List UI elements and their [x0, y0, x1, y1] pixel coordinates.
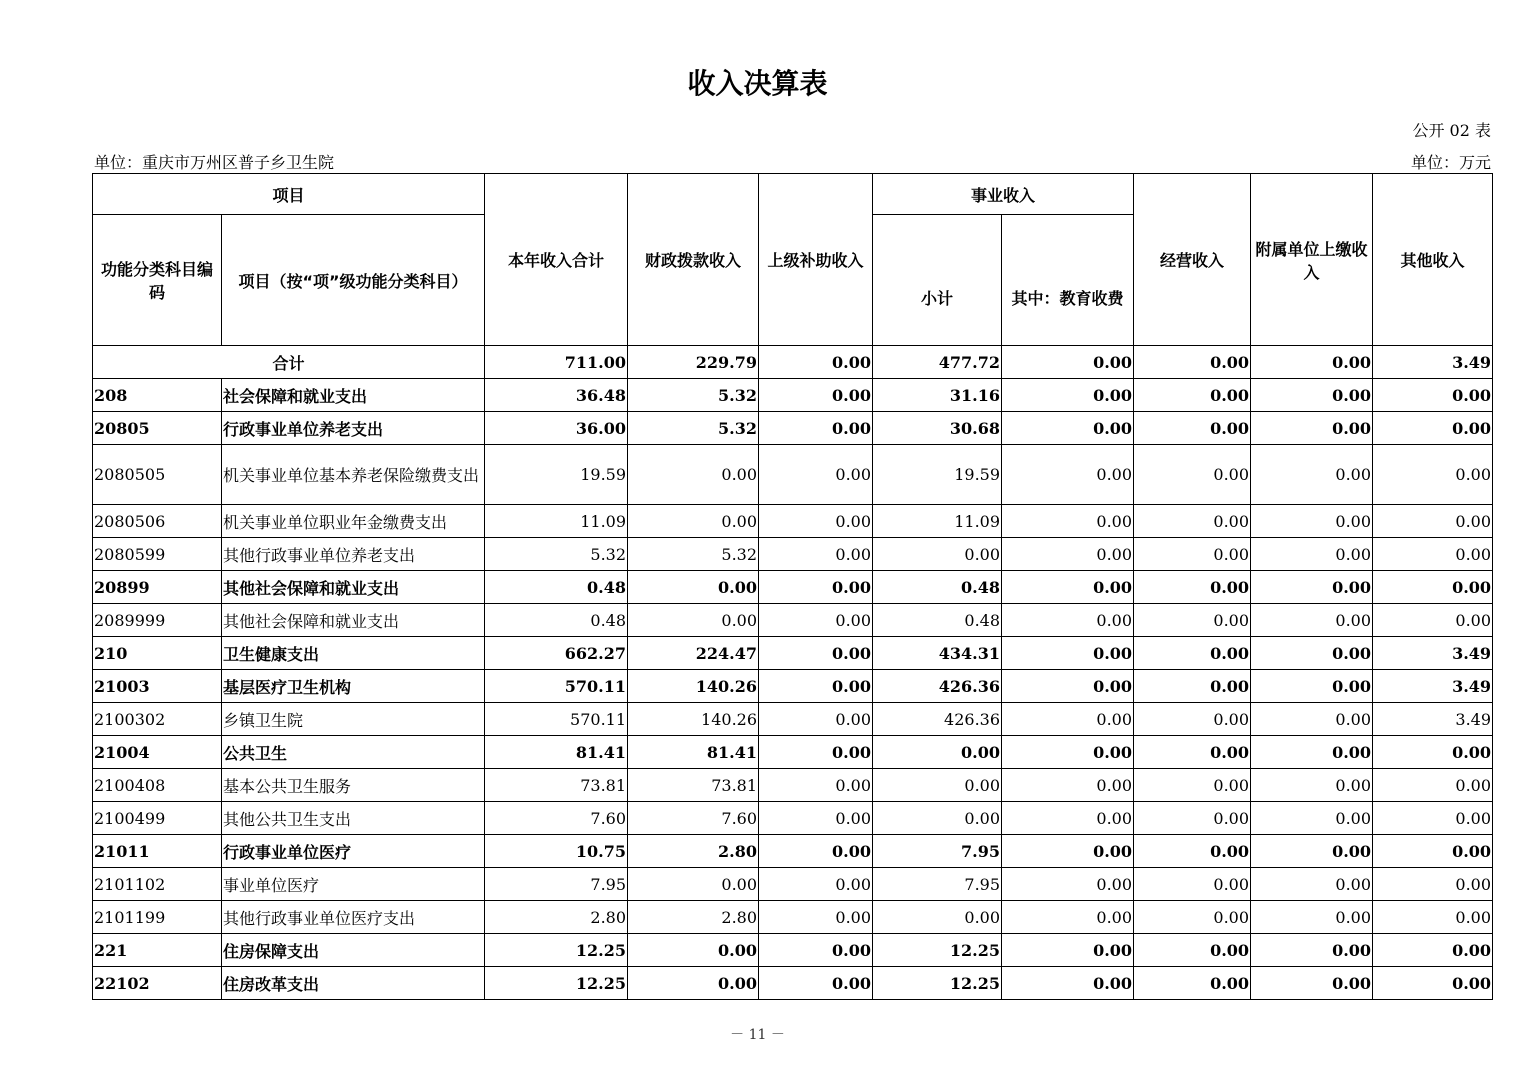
cell-value: 0.00	[1134, 934, 1251, 967]
cell-value: 0.00	[759, 736, 873, 769]
cell-value: 0.00	[1373, 736, 1493, 769]
table-row	[93, 703, 1493, 736]
cell-value: 0.00	[1373, 412, 1493, 445]
cell-name: 行政事业单位医疗	[222, 835, 485, 868]
cell-value: 12.25	[485, 934, 628, 967]
cell-value: 73.81	[485, 769, 628, 802]
cell-code: 20805	[93, 412, 222, 445]
cell-code: 2100302	[93, 703, 222, 736]
cell-value: 5.32	[628, 538, 759, 571]
cell-value: 229.79	[628, 346, 759, 379]
cell-value: 0.00	[1373, 835, 1493, 868]
cell-name: 其他行政事业单位医疗支出	[222, 901, 485, 934]
cell-value: 0.00	[1251, 703, 1373, 736]
cell-value: 0.00	[1002, 412, 1134, 445]
cell-value: 477.72	[873, 346, 1002, 379]
cell-value: 0.00	[628, 505, 759, 538]
cell-value: 11.09	[485, 505, 628, 538]
cell-value: 3.49	[1373, 670, 1493, 703]
cell-value: 140.26	[628, 703, 759, 736]
cell-value: 0.00	[1373, 901, 1493, 934]
cell-value: 2.80	[628, 835, 759, 868]
cell-value: 2.80	[485, 901, 628, 934]
cell-value: 0.00	[759, 604, 873, 637]
cell-name: 公共卫生	[222, 736, 485, 769]
header-fiscal-appropriation: 财政拨款收入	[628, 174, 759, 346]
cell-value: 0.00	[628, 571, 759, 604]
cell-value: 12.25	[485, 967, 628, 1000]
table-row	[93, 670, 1493, 703]
cell-value: 0.00	[759, 802, 873, 835]
cell-code: 21011	[93, 835, 222, 868]
cell-value: 711.00	[485, 346, 628, 379]
cell-value: 0.00	[1002, 505, 1134, 538]
cell-value: 0.00	[1002, 538, 1134, 571]
cell-value: 0.00	[1251, 967, 1373, 1000]
cell-value: 0.00	[1134, 670, 1251, 703]
cell-value: 0.00	[1002, 934, 1134, 967]
cell-name: 住房保障支出	[222, 934, 485, 967]
cell-value: 0.00	[1134, 703, 1251, 736]
cell-value: 0.00	[759, 445, 873, 505]
cell-value: 0.00	[1373, 934, 1493, 967]
cell-value: 0.00	[1002, 637, 1134, 670]
cell-value: 0.00	[1002, 703, 1134, 736]
cell-value: 0.00	[1251, 835, 1373, 868]
cell-value: 662.27	[485, 637, 628, 670]
cell-value: 0.00	[1251, 802, 1373, 835]
header-affiliated-income: 附属单位上缴收入	[1251, 174, 1373, 346]
cell-value: 0.00	[1134, 346, 1251, 379]
cell-name: 基层医疗卫生机构	[222, 670, 485, 703]
cell-value: 0.00	[1134, 571, 1251, 604]
table-row	[93, 505, 1493, 538]
cell-value: 0.00	[873, 736, 1002, 769]
table-row	[93, 967, 1493, 1000]
cell-value: 19.59	[873, 445, 1002, 505]
cell-value: 7.95	[485, 868, 628, 901]
cell-value: 0.00	[1373, 379, 1493, 412]
table-row	[93, 901, 1493, 934]
cell-value: 36.00	[485, 412, 628, 445]
cell-code: 221	[93, 934, 222, 967]
table-row	[93, 934, 1493, 967]
cell-value: 0.00	[1251, 604, 1373, 637]
table-row	[93, 736, 1493, 769]
cell-name: 住房改革支出	[222, 967, 485, 1000]
cell-value: 0.00	[1373, 967, 1493, 1000]
table-row	[93, 769, 1493, 802]
cell-value: 0.00	[873, 802, 1002, 835]
cell-value: 0.00	[1134, 505, 1251, 538]
cell-value: 426.36	[873, 703, 1002, 736]
cell-name: 其他社会保障和就业支出	[222, 571, 485, 604]
cell-code: 21003	[93, 670, 222, 703]
cell-value: 30.68	[873, 412, 1002, 445]
cell-value: 0.00	[1134, 802, 1251, 835]
cell-value: 0.00	[1373, 604, 1493, 637]
table-row	[93, 412, 1493, 445]
cell-value: 0.00	[1134, 538, 1251, 571]
cell-value: 11.09	[873, 505, 1002, 538]
cell-name: 机关事业单位基本养老保险缴费支出	[222, 445, 485, 505]
cell-code: 208	[93, 379, 222, 412]
cell-value: 12.25	[873, 934, 1002, 967]
cell-code: 2100499	[93, 802, 222, 835]
cell-code: 2080505	[93, 445, 222, 505]
cell-value: 434.31	[873, 637, 1002, 670]
cell-value: 7.95	[873, 835, 1002, 868]
cell-value: 0.00	[759, 967, 873, 1000]
table-row	[93, 445, 1493, 505]
header-business-income: 事业收入	[873, 174, 1134, 215]
cell-value: 0.00	[759, 571, 873, 604]
cell-value: 0.00	[1251, 571, 1373, 604]
cell-value: 0.00	[1251, 412, 1373, 445]
cell-value: 0.00	[759, 868, 873, 901]
table-row	[93, 379, 1493, 412]
cell-value: 0.00	[1134, 967, 1251, 1000]
cell-value: 426.36	[873, 670, 1002, 703]
cell-value: 224.47	[628, 637, 759, 670]
cell-value: 0.00	[759, 670, 873, 703]
header-code: 功能分类科目编码	[93, 215, 222, 346]
cell-name: 基本公共卫生服务	[222, 769, 485, 802]
cell-value: 0.00	[1134, 412, 1251, 445]
cell-value: 0.00	[759, 901, 873, 934]
cell-value: 0.00	[759, 538, 873, 571]
cell-value: 31.16	[873, 379, 1002, 412]
cell-code: 2089999	[93, 604, 222, 637]
cell-value: 0.00	[1251, 868, 1373, 901]
cell-value: 0.00	[1002, 835, 1134, 868]
table-row	[93, 604, 1493, 637]
cell-value: 0.00	[628, 445, 759, 505]
cell-value: 0.00	[759, 934, 873, 967]
cell-value: 0.48	[873, 604, 1002, 637]
cell-value: 0.00	[1134, 835, 1251, 868]
cell-value: 0.00	[1251, 379, 1373, 412]
cell-value: 2.80	[628, 901, 759, 934]
cell-value: 0.00	[1134, 379, 1251, 412]
header-other-income: 其他收入	[1373, 174, 1493, 346]
header-total-income: 本年收入合计	[485, 174, 628, 346]
cell-value: 0.00	[1373, 505, 1493, 538]
header-item-group: 项目	[93, 174, 485, 215]
cell-value: 0.00	[759, 379, 873, 412]
cell-value: 0.00	[1002, 901, 1134, 934]
cell-value: 19.59	[485, 445, 628, 505]
cell-name: 其他社会保障和就业支出	[222, 604, 485, 637]
cell-value: 0.00	[1251, 934, 1373, 967]
cell-value: 0.48	[485, 571, 628, 604]
cell-value: 0.00	[873, 769, 1002, 802]
header-superior-subsidy: 上级补助收入	[759, 174, 873, 346]
cell-value: 0.00	[1134, 604, 1251, 637]
header-name: 项目（按“项”级功能分类科目）	[222, 215, 485, 346]
cell-value: 0.00	[1251, 346, 1373, 379]
total-row	[93, 346, 1493, 379]
cell-value: 0.48	[485, 604, 628, 637]
table-row	[93, 538, 1493, 571]
cell-value: 0.00	[1002, 346, 1134, 379]
page-title: 收入决算表	[687, 67, 828, 100]
cell-value: 0.00	[1002, 736, 1134, 769]
cell-value: 0.00	[1251, 769, 1373, 802]
unit-currency: 单位：万元	[1410, 153, 1491, 172]
cell-value: 0.00	[1373, 769, 1493, 802]
cell-value: 140.26	[628, 670, 759, 703]
cell-value: 3.49	[1373, 637, 1493, 670]
cell-value: 0.00	[1002, 670, 1134, 703]
cell-value: 0.00	[759, 505, 873, 538]
cell-code: 21004	[93, 736, 222, 769]
cell-value: 3.49	[1373, 703, 1493, 736]
cell-value: 0.00	[759, 703, 873, 736]
cell-value: 73.81	[628, 769, 759, 802]
cell-name: 行政事业单位养老支出	[222, 412, 485, 445]
cell-value: 7.60	[485, 802, 628, 835]
table-row	[93, 637, 1493, 670]
table-row	[93, 868, 1493, 901]
cell-value: 0.00	[628, 868, 759, 901]
cell-value: 0.00	[1251, 670, 1373, 703]
cell-value: 0.00	[759, 835, 873, 868]
table-body	[93, 346, 1493, 1000]
cell-code: 20899	[93, 571, 222, 604]
income-final-accounts-table	[92, 173, 1493, 1000]
cell-value: 0.00	[1373, 802, 1493, 835]
cell-value: 0.00	[1134, 868, 1251, 901]
cell-value: 570.11	[485, 703, 628, 736]
cell-value: 0.00	[1251, 901, 1373, 934]
cell-name: 社会保障和就业支出	[222, 379, 485, 412]
cell-code: 2080599	[93, 538, 222, 571]
cell-value: 0.00	[1002, 445, 1134, 505]
cell-value: 0.00	[1002, 769, 1134, 802]
cell-value: 570.11	[485, 670, 628, 703]
cell-name: 乡镇卫生院	[222, 703, 485, 736]
header-subtotal: 小计	[873, 215, 1002, 346]
unit-organization: 单位：重庆市万州区普子乡卫生院	[94, 153, 335, 172]
table-row	[93, 571, 1493, 604]
cell-value: 0.00	[1002, 604, 1134, 637]
table-row	[93, 835, 1493, 868]
cell-value: 0.00	[873, 538, 1002, 571]
cell-value: 0.00	[759, 412, 873, 445]
cell-value: 0.00	[1134, 769, 1251, 802]
cell-value: 0.00	[759, 637, 873, 670]
cell-value: 0.00	[1251, 505, 1373, 538]
cell-value: 0.00	[1002, 379, 1134, 412]
cell-code: 2101199	[93, 901, 222, 934]
cell-value: 0.00	[1002, 571, 1134, 604]
cell-value: 0.00	[1251, 538, 1373, 571]
cell-value: 5.32	[485, 538, 628, 571]
cell-code: 2101102	[93, 868, 222, 901]
cell-name: 其他公共卫生支出	[222, 802, 485, 835]
cell-value: 0.00	[873, 901, 1002, 934]
form-number: 公开 02 表	[1412, 121, 1491, 140]
cell-value: 7.95	[873, 868, 1002, 901]
table-row	[93, 802, 1493, 835]
cell-value: 0.00	[1134, 901, 1251, 934]
cell-value: 0.00	[1251, 637, 1373, 670]
cell-value: 0.00	[1002, 802, 1134, 835]
cell-value: 0.00	[1134, 736, 1251, 769]
cell-code: 22102	[93, 967, 222, 1000]
page-number: － 11 －	[730, 1027, 785, 1043]
cell-value: 0.00	[759, 346, 873, 379]
table-header	[93, 174, 1493, 346]
cell-value: 81.41	[485, 736, 628, 769]
cell-value: 0.00	[628, 604, 759, 637]
total-label: 合计	[93, 346, 485, 379]
cell-value: 0.00	[1373, 538, 1493, 571]
cell-value: 0.00	[1373, 445, 1493, 505]
cell-value: 0.00	[1251, 445, 1373, 505]
cell-value: 0.00	[1134, 445, 1251, 505]
cell-code: 2080506	[93, 505, 222, 538]
cell-value: 0.00	[1002, 868, 1134, 901]
cell-value: 0.00	[628, 967, 759, 1000]
cell-value: 0.00	[1134, 637, 1251, 670]
cell-value: 3.49	[1373, 346, 1493, 379]
cell-code: 2100408	[93, 769, 222, 802]
cell-value: 36.48	[485, 379, 628, 412]
cell-code: 210	[93, 637, 222, 670]
cell-value: 0.00	[628, 934, 759, 967]
cell-value: 0.00	[1373, 571, 1493, 604]
cell-value: 81.41	[628, 736, 759, 769]
cell-value: 0.00	[1002, 967, 1134, 1000]
cell-value: 0.00	[759, 769, 873, 802]
cell-name: 卫生健康支出	[222, 637, 485, 670]
cell-value: 5.32	[628, 379, 759, 412]
cell-name: 机关事业单位职业年金缴费支出	[222, 505, 485, 538]
cell-value: 0.48	[873, 571, 1002, 604]
cell-value: 0.00	[1373, 868, 1493, 901]
cell-value: 5.32	[628, 412, 759, 445]
header-operating-income: 经营收入	[1134, 174, 1251, 346]
cell-name: 事业单位医疗	[222, 868, 485, 901]
cell-value: 0.00	[1251, 736, 1373, 769]
cell-value: 7.60	[628, 802, 759, 835]
cell-value: 10.75	[485, 835, 628, 868]
cell-value: 12.25	[873, 967, 1002, 1000]
cell-name: 其他行政事业单位养老支出	[222, 538, 485, 571]
header-education-fee: 其中：教育收费	[1002, 215, 1134, 346]
